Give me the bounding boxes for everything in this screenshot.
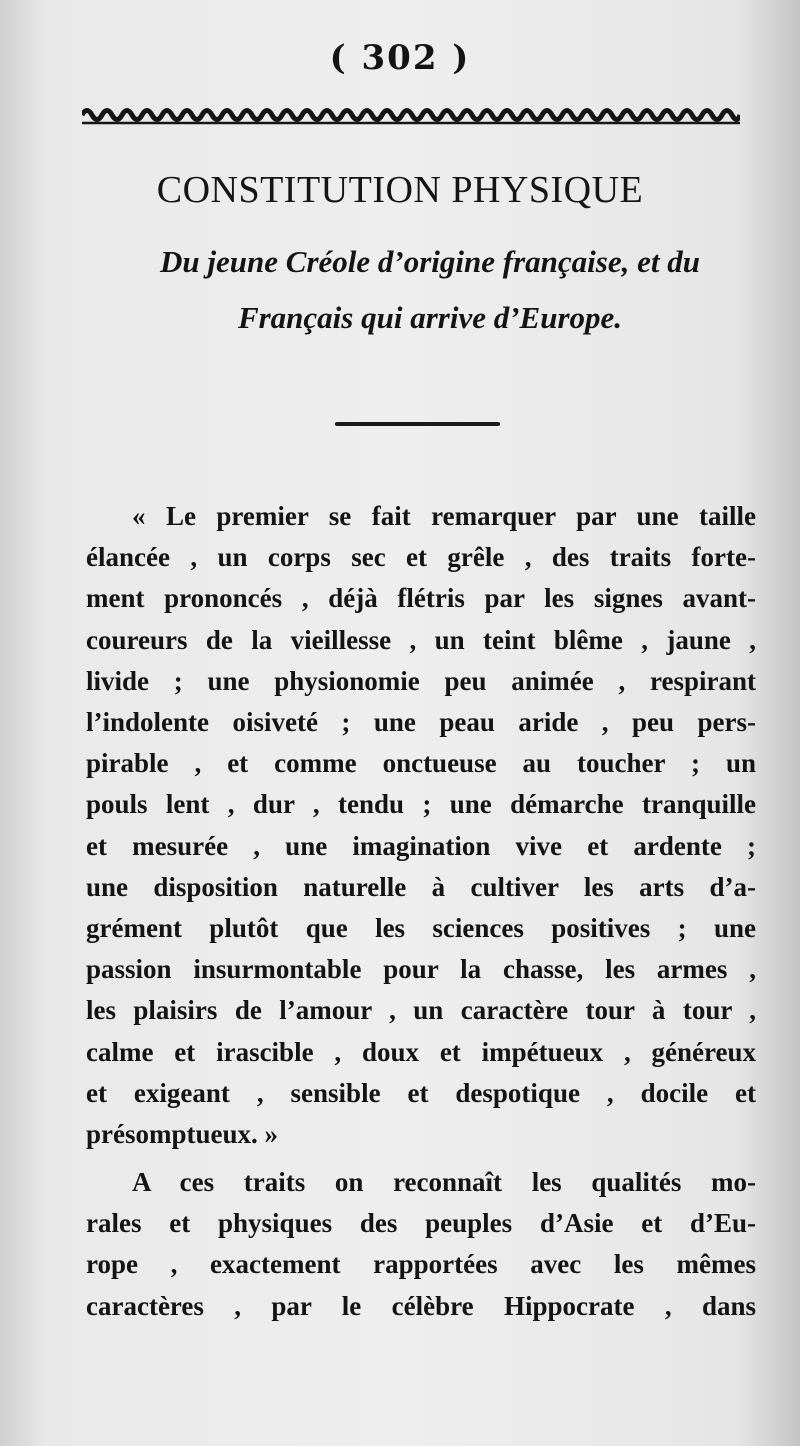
- text-line: élancée , un corps sec et grêle , des traits forte-: [86, 542, 756, 573]
- paragraph-quotation: [86, 496, 756, 1155]
- paragraph-commentary: [86, 1162, 756, 1327]
- decorative-border-ornament: [82, 104, 740, 126]
- subtitle-line-1: Du jeune Créole d’origine française, et du: [160, 244, 700, 279]
- chapter-title: CONSTITUTION PHYSIQUE: [156, 169, 644, 211]
- text-line: A ces traits on reconnaît les qualités mo-: [132, 1167, 756, 1197]
- page-number: ( 302 ): [329, 38, 471, 78]
- text-line: pirable , et comme onctueuse au toucher ; un: [86, 748, 756, 779]
- text-line: caractères , par le célèbre Hippocrate , dans: [86, 1290, 756, 1321]
- text-line: « Le premier se fait remarquer par une taille: [132, 501, 756, 531]
- text-line: rales et physiques des peuples d’Asie et d’Eu-: [86, 1208, 756, 1239]
- text-line: calme et irascible , doux et impétueux , généreux: [86, 1036, 756, 1067]
- section-divider-rule: [335, 422, 500, 426]
- text-line: livide ; une physionomie peu animée , respirant: [86, 665, 756, 696]
- text-line: une disposition naturelle à cultiver les arts d’a-: [86, 871, 756, 902]
- text-line: les plaisirs de l’amour , un caractère tour à tour ,: [86, 995, 756, 1026]
- text-line: ment prononcés , déjà flétris par les signes avant-: [86, 583, 756, 614]
- text-line: rope , exactement rapportées avec les mêmes: [86, 1249, 756, 1280]
- subtitle-line-2: Français qui arrive d’Europe.: [237, 300, 623, 335]
- text-line: grément plutôt que les sciences positives ; une: [86, 913, 756, 944]
- text-line: coureurs de la vieillesse , un teint blême , jaune ,: [86, 624, 756, 655]
- text-line: et exigeant , sensible et despotique , docile et: [86, 1077, 756, 1108]
- text-line: pouls lent , dur , tendu ; une démarche tranquille: [86, 789, 756, 820]
- text-line: et mesurée , une imagination vive et ardente ;: [86, 830, 756, 861]
- text-line: l’indolente oisiveté ; une peau aride , peu pers-: [86, 707, 756, 738]
- text-line: présomptueux. »: [86, 1119, 279, 1150]
- text-line: passion insurmontable pour la chasse, les armes ,: [86, 954, 756, 985]
